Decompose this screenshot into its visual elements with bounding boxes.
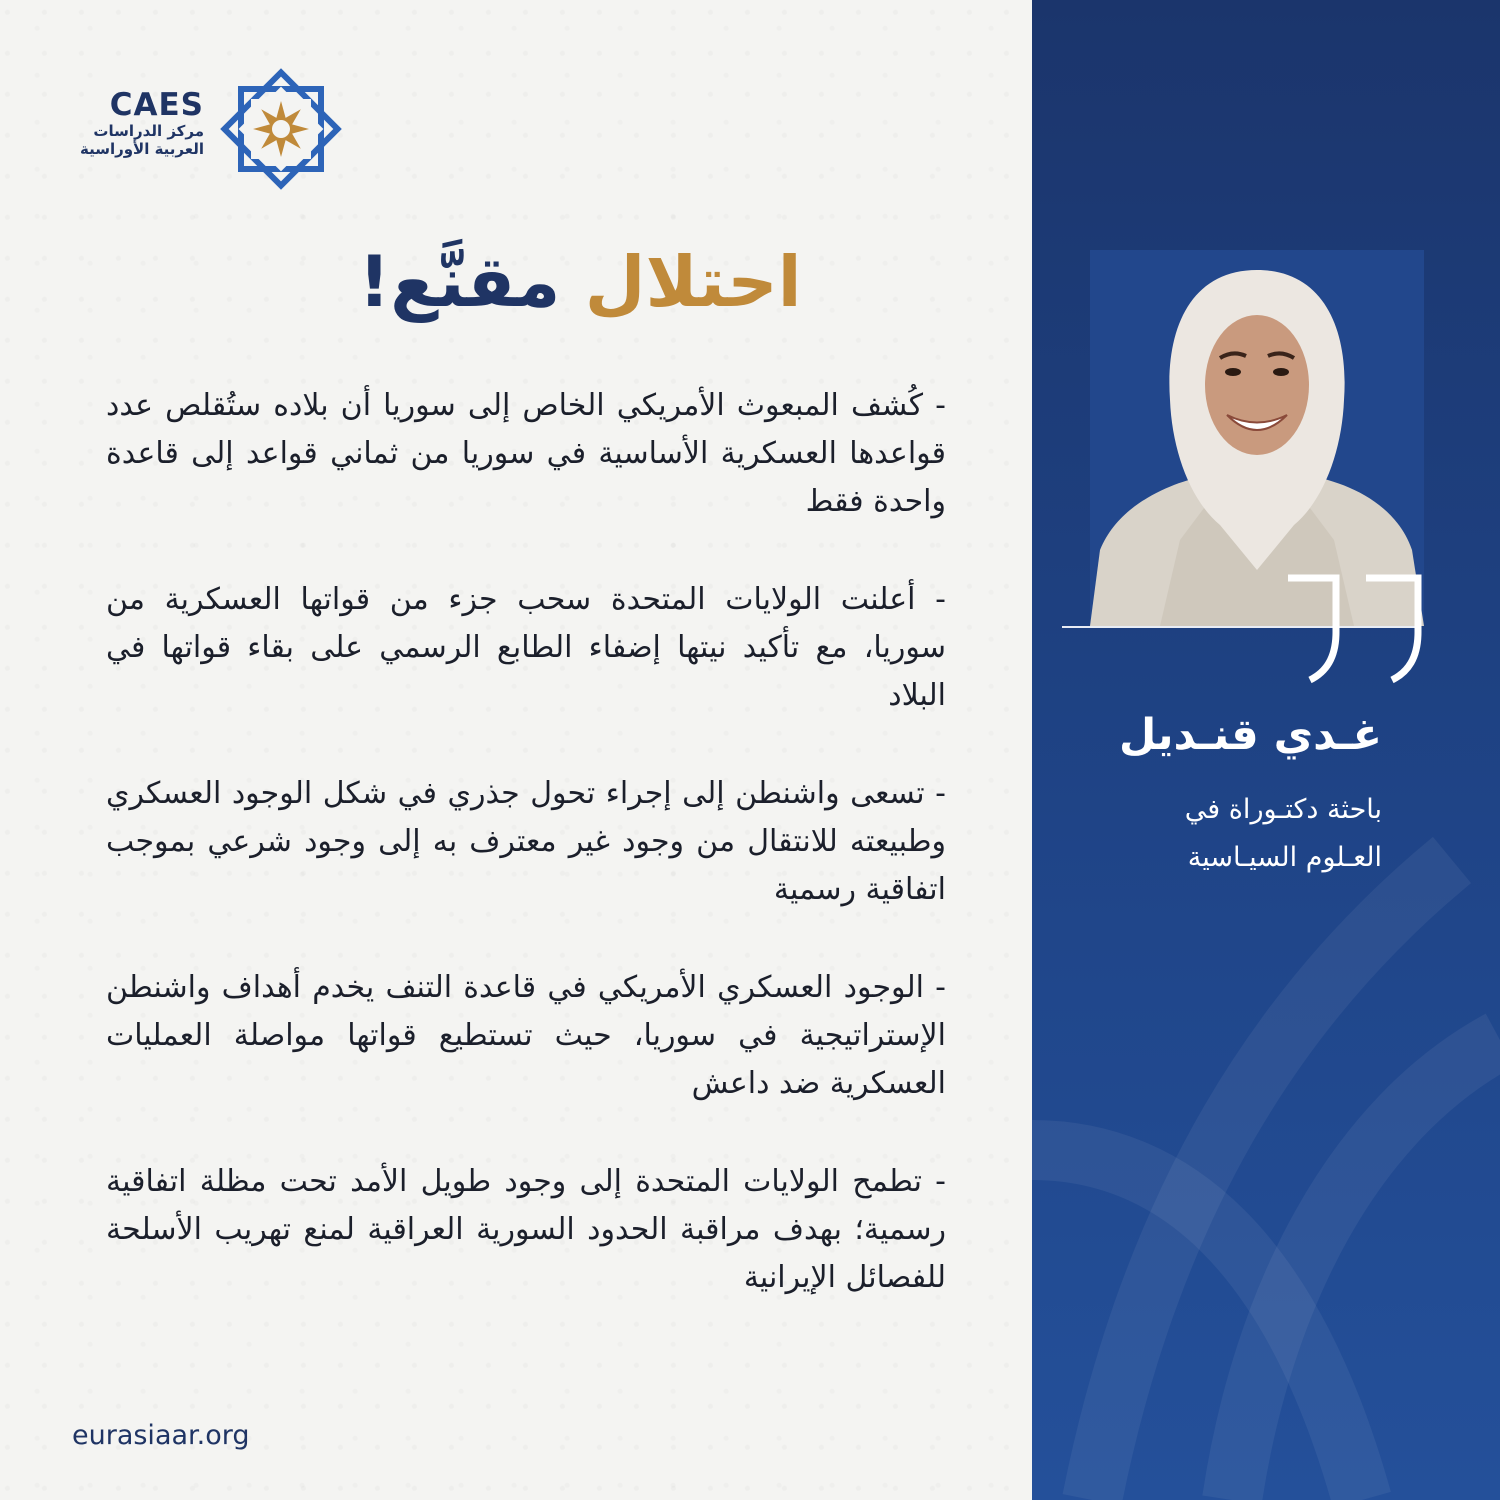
paragraph-2: - أعلنت الولايات المتحدة سحب جزء من قواتها العسكرية من سوريا، مع تأكيد نيتها إضفاء الطابع الرسمي على بقاء قواتها في البلاد	[106, 582, 946, 713]
title-part-2: مقنَّع!	[358, 241, 561, 323]
paragraph-4: - الوجود العسكري الأمريكي في قاعدة التنف يخدم أهداف واشنطن الإستراتيجية في سوريا، حيث تستطيع قواتها مواصلة العمليات العسكرية ضد داعش	[106, 970, 946, 1101]
author-role-line-1: باحثة دكتـوراة في	[1184, 794, 1382, 825]
title-part-1: احتلال	[584, 241, 802, 323]
author-name: غـدي قنـديل	[1118, 710, 1382, 760]
portrait-photo-icon	[1090, 250, 1424, 626]
article-body	[106, 382, 946, 1352]
logo-acronym: CAES	[109, 87, 204, 123]
author-role-line-2: العـلوم السيـاسية	[1187, 842, 1382, 873]
star-logo-icon	[220, 68, 342, 190]
paragraph-1: - كُشف المبعوث الأمريكي الخاص إلى سوريا أن بلاده ستُقلص عدد قواعدها العسكرية الأساسية في سوريا من ثماني قواعد إلى قاعدة واحدة فقط	[106, 388, 946, 519]
paragraph-5: - تطمح الولايات المتحدة إلى وجود طويل الأمد تحت مظلة اتفاقية رسمية؛ بهدف مراقبة الحدود السورية العراقية لمنع تهريب الأسلحة للفصائل الإيرانية	[106, 1164, 946, 1295]
author-photo	[1090, 250, 1424, 626]
page-title	[200, 232, 960, 332]
author-role	[1060, 786, 1382, 882]
website-link[interactable]: eurasiaar.org	[72, 1420, 250, 1451]
logo-line-1: مركز الدراسات	[93, 122, 204, 140]
logo-line-2: العربية الأوراسية	[79, 140, 204, 158]
quote-icon	[1282, 572, 1428, 686]
paragraph-3: - تسعى واشنطن إلى إجراء تحول جذري في شكل الوجود العسكري وطبيعته للانتقال من وجود غير معترف به إلى وجود شرعي بموجب اتفاقية رسمية	[106, 776, 946, 907]
logo-text	[64, 88, 204, 158]
caes-logo	[80, 68, 342, 190]
